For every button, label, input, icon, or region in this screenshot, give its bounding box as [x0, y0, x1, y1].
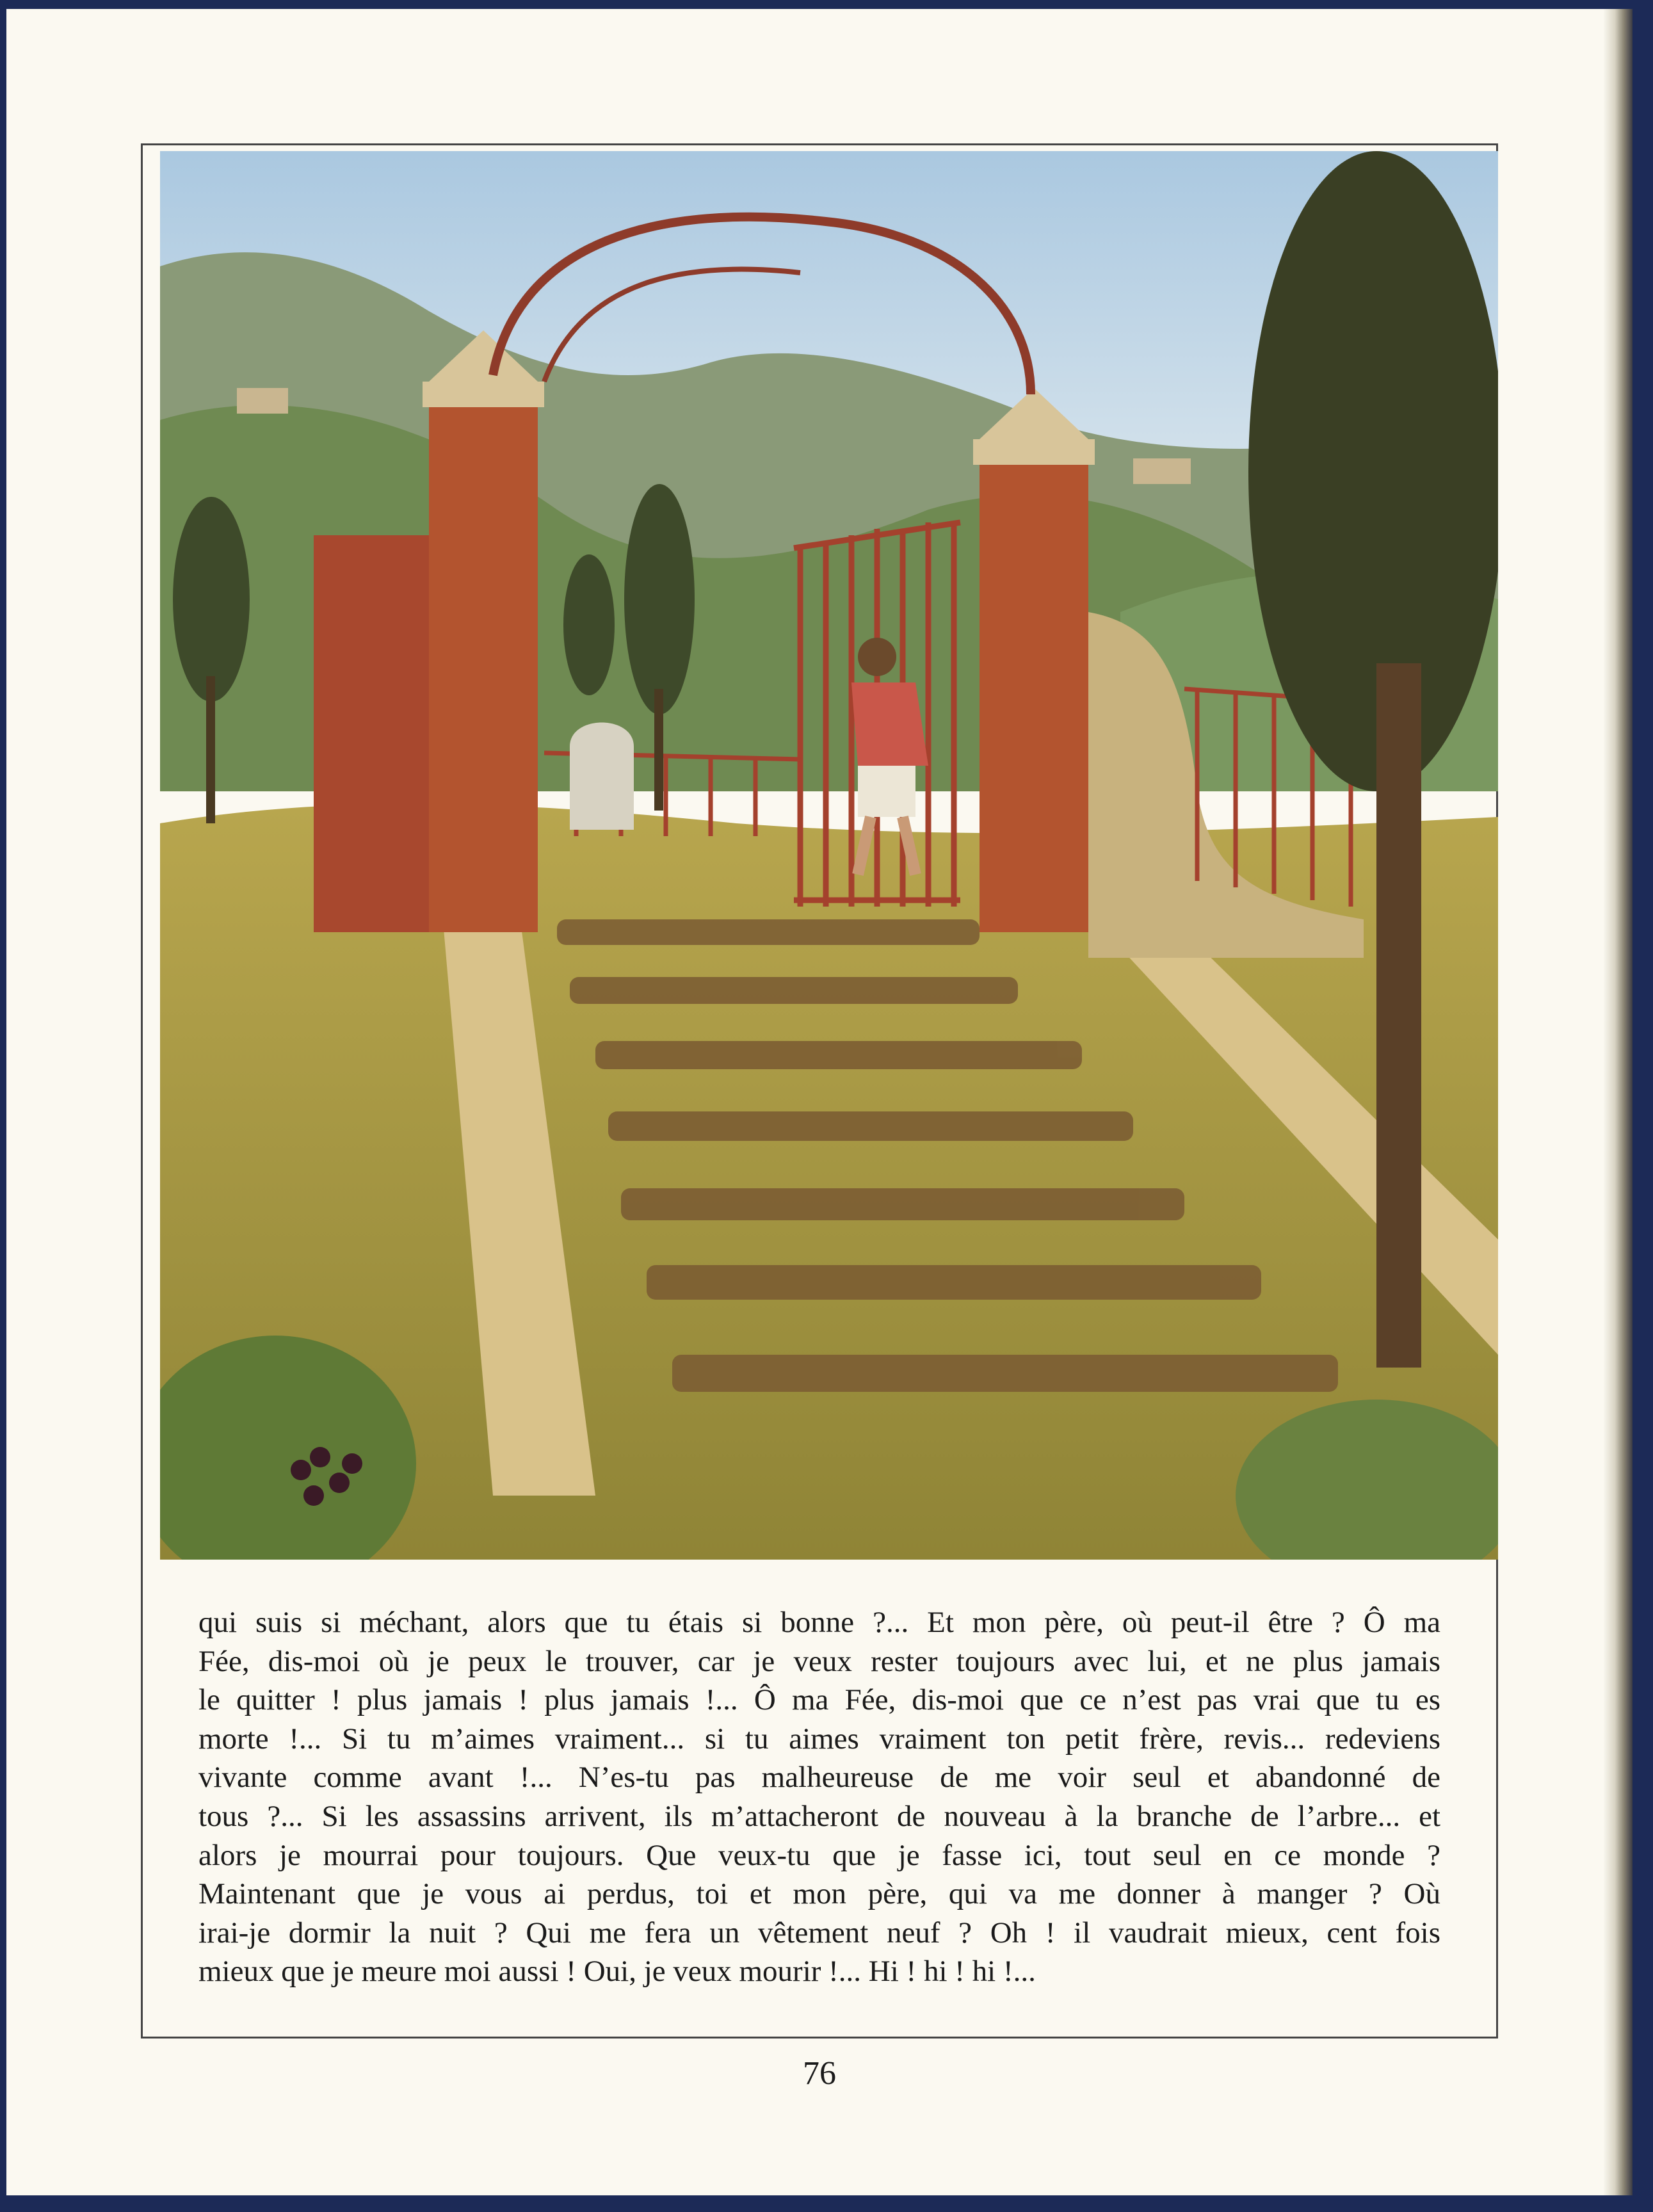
text-line: le quitter ! plus jamais ! plus jamais !... Ô ma Fée, dis-moi que ce n’est pas vrai que tu es: [198, 1683, 1440, 1717]
text-line: tous ?... Si les assassins arrivent, ils m’attacheront de nouveau à la branche de l’arbre... et: [198, 1799, 1440, 1833]
text-line: vivante comme avant !... N’es-tu pas malheureuse de me voir seul et abandonné de: [198, 1761, 1440, 1795]
text-line: mieux que je meure moi aussi ! Oui, je veux mourir !... Hi ! hi ! hi !...: [198, 1955, 1036, 1989]
page-number: 76: [803, 2055, 836, 2092]
story-text: [198, 1603, 1440, 1991]
text-line: alors je mourrai pour toujours. Que veux-tu que je fasse ici, tout seul en ce monde ?: [198, 1838, 1440, 1872]
text-line: irai-je dormir la nuit ? Qui me fera un vêtement neuf ? Oh ! il vaudrait mieux, cent fois: [198, 1916, 1440, 1950]
text-line: qui suis si méchant, alors que tu étais si bonne ?... Et mon père, où peut-il être ? Ô ma: [198, 1606, 1440, 1639]
text-line: Fée, dis-moi où je peux le trouver, car je veux rester toujours avec lui, et ne plus jamais: [198, 1644, 1440, 1678]
illustration-cemetery-gate: [160, 151, 1498, 1560]
text-line: morte !... Si tu m’aimes vraiment... si tu aimes vraiment ton petit frère, revis... redeviens: [198, 1722, 1440, 1756]
book-spine-shadow: [1603, 9, 1633, 2195]
book-page: [6, 9, 1633, 2195]
text-line: Maintenant que je vous ai perdus, toi et mon père, qui va me donner à manger ? Où: [198, 1877, 1440, 1911]
